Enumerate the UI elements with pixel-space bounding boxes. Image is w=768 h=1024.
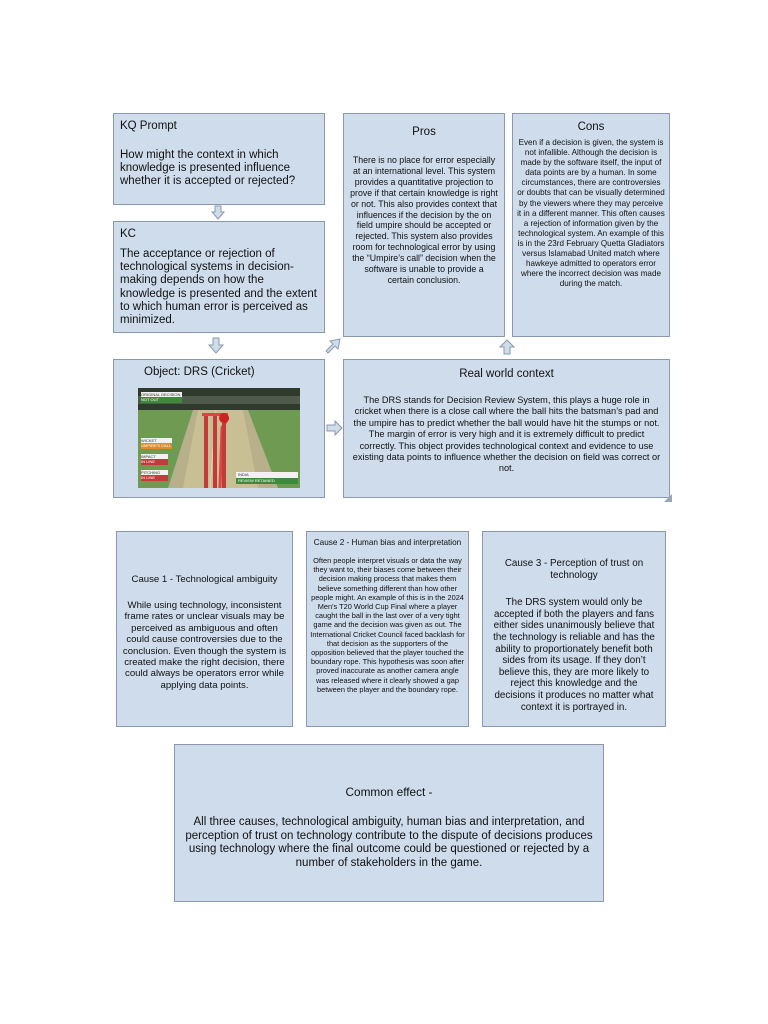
cause1-title: Cause 1 - Technological ambiguity [131, 574, 278, 585]
cause3-box [482, 531, 666, 727]
pitching-value-label: IN LINE [141, 475, 168, 481]
real-world-text: The DRS stands for Decision Review System, this plays a huge role in cricket when there is a close call where the ball hits the batsman’s pad and the umpire has to predict whether the ball would have hit the stumps or not. The margin of error is very high and it is extremely difficult to predict correctly. This object provides technological context and evidence to use existing data points to influence whether the decision on field was correct or not. [352, 395, 661, 474]
cons-text: Even if a decision is given, the system is not infallible. Although the decision is made by the software itself, the input of data points are by a human. In some circumstances, there are controversies or doubts that can be visually determined by the viewers where they may perceive it in a different manner. This often causes a rejection of information given by the technological system. An example of this is in the 23rd February Quetta Gladiators versus Islamabad United match where hawkeye admitted to operators error where the incorrect decision was made during the match. [517, 138, 665, 289]
real-world-title: Real world context [459, 368, 554, 380]
cause1-box [116, 531, 293, 727]
original-decision-pill [138, 392, 182, 403]
not-out-label: NOT OUT [141, 397, 182, 403]
kq-prompt-box [113, 113, 325, 205]
pitching-label: PITCHING [141, 470, 168, 475]
cause2-title: Cause 2 - Human bias and interpretation [313, 538, 462, 547]
pitching-pill [138, 470, 168, 481]
review-panel [236, 472, 298, 484]
common-effect-box [174, 744, 604, 902]
arrow-down-icon [208, 337, 224, 354]
object-title: Object: DRS (Cricket) [144, 366, 255, 378]
pros-box [343, 113, 505, 337]
impact-label: IMPACT [141, 454, 168, 459]
kq-prompt-text: How might the context in which knowledge is presented influence whether it is accepted or rejected? [120, 149, 296, 187]
arrow-up-icon [499, 339, 515, 355]
real-world-box [343, 359, 670, 498]
cause2-box [306, 531, 469, 727]
arrow-down-icon [211, 205, 225, 220]
reviews-label: REVIEW RETAINED [236, 478, 298, 484]
arrow-right-icon [326, 420, 343, 436]
kq-prompt-title: KQ Prompt [120, 120, 177, 132]
cause1-text: While using technology, inconsistent frame rates or unclear visuals may be perceived as ambiguous and often could cause controversies due to the conclusion. Even though the system is created make the right decision, there could always be operators error while applying data points. [122, 600, 287, 691]
pros-title: Pros [412, 126, 436, 138]
original-decision-label: ORIGINAL DECISION [141, 392, 181, 397]
impact-in-line-label: IN LINE [141, 459, 168, 465]
kc-box [113, 221, 325, 333]
side-label: INDIA [236, 472, 298, 478]
cause3-text: The DRS system would only be accepted if both the players and fans either sides unanimously believe that the technology is reliable and has the ability to proportionately benefit both sides from its usage. If they don’t believe this, they are more likely to reject this knowledge and the decisions it produces no matter what context it is portrayed in. [493, 597, 655, 713]
arrow-up-right-icon [325, 338, 341, 354]
kc-text: The acceptance or rejection of technological systems in decision-making depends on how the knowledge is presented and the extent to which human error is perceived as minimized. [120, 248, 317, 327]
impact-pill [138, 454, 168, 465]
drs-hawkeye-image [138, 388, 300, 488]
pros-text: There is no place for error especially at an international level. This system provides a quantitative projection to prove if that certain knowledge is right or not. This also provides context that influences if the decision by the on field umpire should be accepted or rejected. This system also provides room for technological error by using the “Umpire’s call” decision when the software is unable to provide a certain conclusion. [350, 155, 498, 285]
cons-box [512, 113, 670, 337]
wicket-label: WICKET [141, 438, 172, 443]
cons-title: Cons [577, 121, 605, 133]
cause3-title: Cause 3 - Perception of trust on technology [504, 558, 644, 581]
cause2-text: Often people interpret visuals or data the way they want to, their biases come between their decision making process that makes them believe something different than how other people might. An example of this is in the 2024 Men's T20 World Cup Final where a player caught the ball in the last over of a very tight game and the decision was given as out. The International Cricket Council faced backlash for that decision as the supporters of the opposition believed that the player touched the boundary rope. This hypothesis was soon after proved inaccurate as another camera angle was released where it clearly showed a gap between the player and the boundary rope. [310, 556, 465, 694]
kc-title: KC [120, 228, 136, 240]
common-effect-text: All three causes, technological ambiguity, human bias and interpretation, and perception of trust on technology contribute to the dispute of decisions produces using technology where the final outcome could be questioned or rejected by a number of stakeholders in the game. [185, 816, 593, 869]
umpires-call-label: UMPIRE'S CALL [141, 443, 172, 448]
wicket-pill [138, 438, 172, 449]
common-effect-title: Common effect - [345, 785, 433, 799]
resize-handle-icon [664, 494, 672, 502]
